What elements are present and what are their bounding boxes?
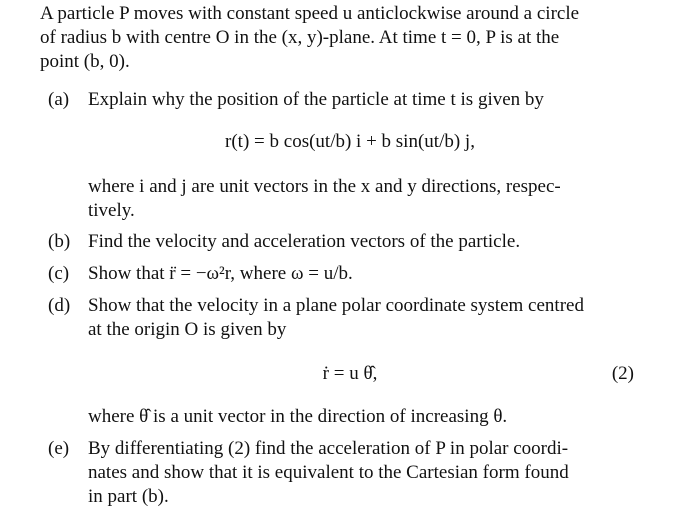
velocity-equation-body: ṙ = u θ̂, [322, 363, 378, 384]
position-equation: r(t) = b cos(ut/b) i + b sin(ut/b) j, [225, 131, 475, 152]
part-d-line-1: Show that the velocity in a plane polar coordinate system centred [88, 295, 584, 316]
part-e-line-3: in part (b). [88, 486, 169, 507]
part-e-label: (e) [48, 438, 70, 459]
part-a-after-line-1: where i and j are unit vectors in the x and y directions, respec- [88, 176, 561, 197]
intro-line-3: point (b, 0). [40, 51, 130, 72]
part-d-after-line-1: where θ̂ is a unit vector in the direction of increasing θ. [88, 406, 508, 427]
part-a-text: Explain why the position of the particle at time t is given by [88, 89, 544, 110]
part-d-label: (d) [48, 295, 71, 316]
part-c-text: Show that r̈ = −ω²r, where ω = u/b. [88, 263, 353, 284]
velocity-equation [0, 362, 700, 386]
intro-line-2: of radius b with centre O in the (x, y)-plane. At time t = 0, P is at the [40, 27, 560, 48]
part-e-line-1: By differentiating (2) find the acceleration of P in polar coordi- [88, 438, 569, 459]
part-c-label: (c) [48, 263, 70, 284]
intro-line-1: A particle P moves with constant speed u anticlockwise around a circle [40, 3, 580, 24]
part-d-line-2: at the origin O is given by [88, 319, 287, 340]
part-b-label: (b) [48, 231, 71, 252]
problem-intro [40, 2, 640, 74]
part-e-line-2: nates and show that it is equivalent to the Cartesian form found [88, 462, 569, 483]
part-a-label: (a) [48, 89, 70, 110]
part-b-text: Find the velocity and acceleration vectors of the particle. [88, 231, 521, 252]
part-a-after-line-2: tively. [88, 200, 135, 221]
equation-number: (2) [611, 363, 634, 384]
